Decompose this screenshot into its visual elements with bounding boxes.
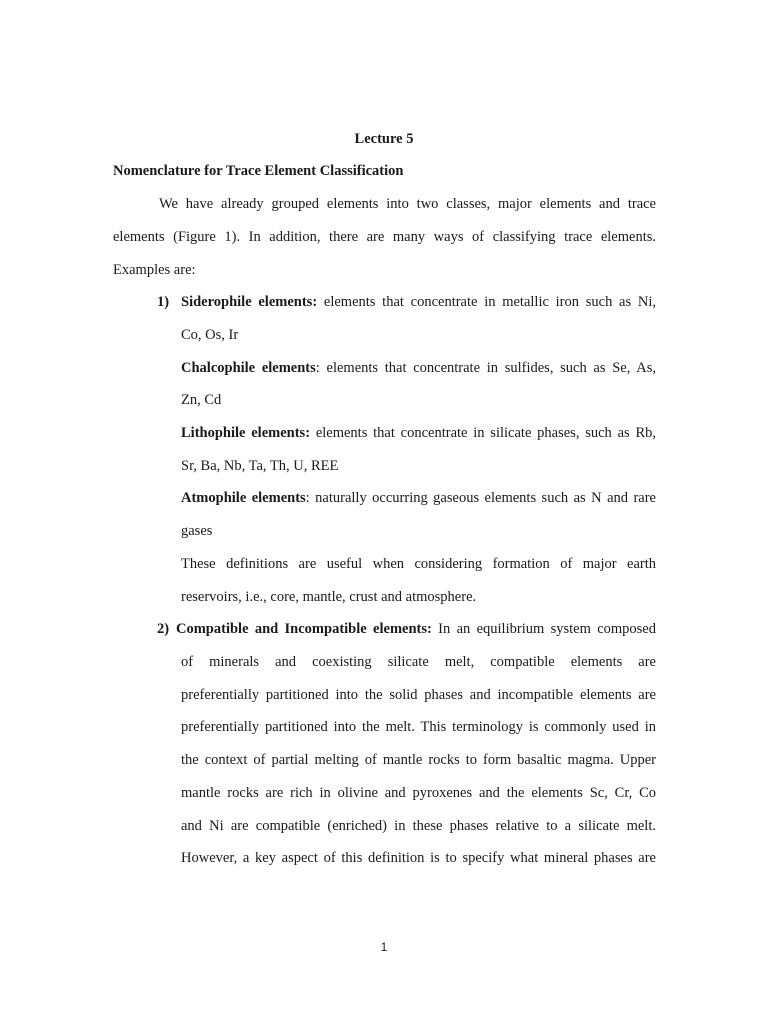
siderophile-term: Siderophile elements: xyxy=(181,294,318,310)
chalcophile-text: : elements that concentrate in sulfides, such as Se, As, xyxy=(315,360,656,376)
atmophile-term: Atmophile elements xyxy=(181,490,306,506)
compatible-line-4: preferentially partitioned into the melt. This terminology is commonly used in xyxy=(181,719,656,735)
page-number: 1 xyxy=(380,940,388,954)
lithophile-line-1 xyxy=(181,425,656,442)
compatible-line-6: mantle rocks are rich in olivine and pyroxenes and the elements Sc, Cr, Co xyxy=(181,785,656,801)
siderophile-line-2: Co, Os, Ir xyxy=(181,327,239,343)
chalcophile-line-2: Zn, Cd xyxy=(181,392,222,408)
siderophile-line-1 xyxy=(181,294,656,311)
item-1-number: 1) xyxy=(157,294,170,310)
lithophile-text: elements that concentrate in silicate phases, such as Rb, xyxy=(310,425,656,441)
item-2-number: 2) xyxy=(157,621,170,637)
atmophile-line-1 xyxy=(181,490,656,507)
lithophile-line-2: Sr, Ba, Nb, Ta, Th, U, REE xyxy=(181,458,339,474)
compatible-line-7: and Ni are compatible (enriched) in these phases relative to a silicate melt. xyxy=(181,818,656,834)
atmophile-line-2: gases xyxy=(181,523,213,539)
lithophile-term: Lithophile elements: xyxy=(181,425,311,441)
chalcophile-term: Chalcophile elements xyxy=(181,360,316,376)
chalcophile-line-1 xyxy=(181,360,656,377)
intro-line-1: We have already grouped elements into two classes, major elements and trace xyxy=(159,196,656,212)
section-heading: Nomenclature for Trace Element Classification xyxy=(113,163,404,179)
summary-line-2: reservoirs, i.e., core, mantle, crust and atmosphere. xyxy=(181,589,477,605)
siderophile-text: elements that concentrate in metallic iron such as Ni, xyxy=(317,294,656,310)
intro-line-3: Examples are: xyxy=(113,262,196,278)
summary-line-1: These definitions are useful when considering formation of major earth xyxy=(181,556,656,572)
compatible-line-5: the context of partial melting of mantle rocks to form basaltic magma. Upper xyxy=(181,752,656,768)
intro-line-2: elements (Figure 1). In addition, there are many ways of classifying trace elements. xyxy=(113,229,656,245)
compatible-text: In an equilibrium system composed xyxy=(431,621,656,637)
compatible-line-8: However, a key aspect of this definition is to specify what mineral phases are xyxy=(181,850,656,866)
page-title: Lecture 5 xyxy=(354,131,414,147)
compatible-line-2: of minerals and coexisting silicate melt, compatible elements are xyxy=(181,654,656,670)
compatible-term: Compatible and Incompatible elements: xyxy=(176,621,432,637)
atmophile-text: : naturally occurring gaseous elements such as N and rare xyxy=(305,490,656,506)
compatible-line-3: preferentially partitioned into the solid phases and incompatible elements are xyxy=(181,687,656,703)
compatible-line-1 xyxy=(176,621,656,638)
